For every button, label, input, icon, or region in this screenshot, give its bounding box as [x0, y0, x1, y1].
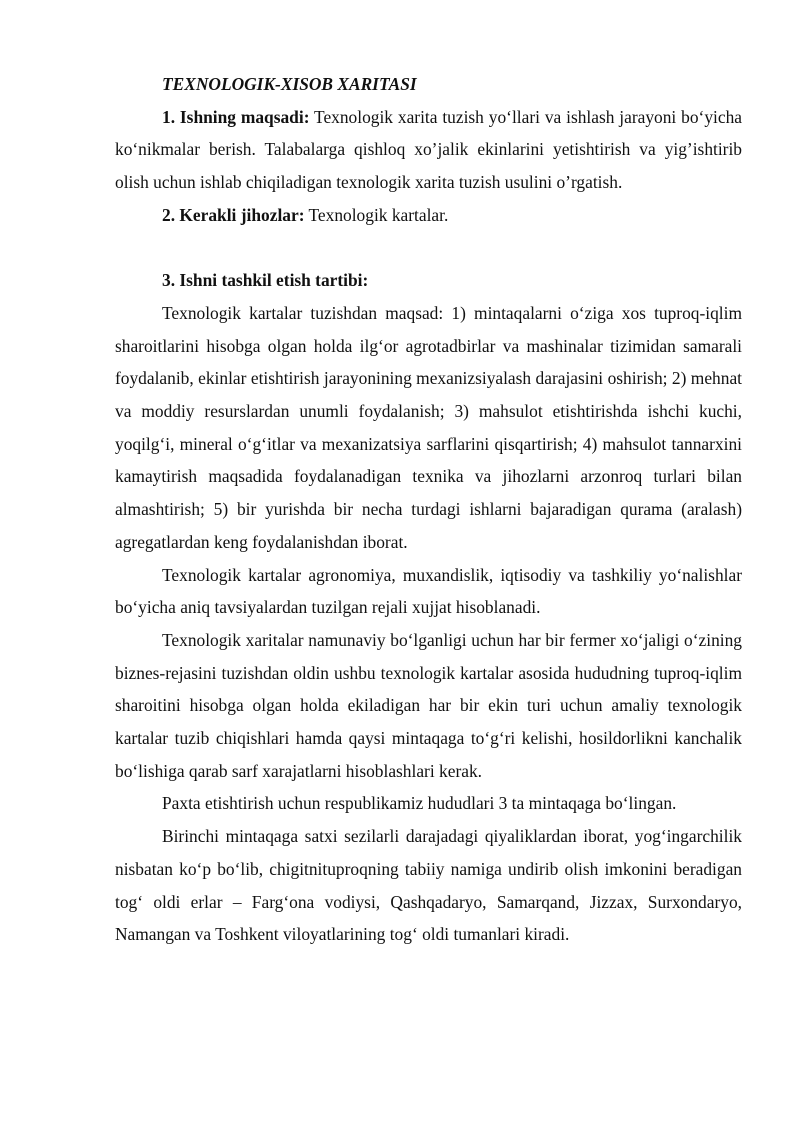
- paragraph: Birinchi mintaqaga satxi sezilarli darajadagi qiyaliklardan iborat, yog‘ingarchilik nisbatan ko‘p bo‘lib, chigitnituproqning tabiiy namiga undirib olish imkonini beradigan tog‘ oldi erlar – Farg‘ona vodiysi, Qashqadaryo, Samarqand, Jizzax, Surxondaryo, Namangan va Toshkent viloyatlarining tog‘ oldi tumanlari kiradi.: [115, 826, 742, 945]
- paragraph: Paxta etishtirish uchun respublikamiz hududlari 3 ta mintaqaga bo‘lingan.: [162, 793, 677, 814]
- section-2: [115, 199, 742, 232]
- section-2-heading: 2. Kerakli jihozlar:: [162, 204, 305, 225]
- blank-line: [115, 232, 742, 265]
- document-title: TEXNOLOGIK-XISOB XARITASI: [162, 74, 417, 94]
- section-2-text: Texnologik kartalar.: [304, 204, 449, 225]
- section-1-text: Texnologik xarita tuzish yo‘llari va ishlash jarayoni bo‘yicha ko‘nikmalar berish. Talabalarga qishloq xo’jalik ekinlarini yetishtirish va yig’ishtirib olish uchun ishlab chiqiladigan texnologik xarita tuzish usulini o’rgatish.: [115, 106, 742, 193]
- document-page: [115, 68, 742, 951]
- section-3-heading: 3. Ishni tashkil etish tartibi:: [162, 270, 369, 291]
- paragraph: Texnologik kartalar agronomiya, muxandislik, iqtisodiy va tashkiliy yo‘nalishlar bo‘yicha aniq tavsiyalardan tuzilgan rejali xujjat hisoblanadi.: [115, 564, 742, 618]
- section-1-heading: 1. Ishning maqsadi:: [162, 106, 310, 127]
- paragraph: Texnologik xaritalar namunaviy bo‘lganligi uchun har bir fermer xo‘jaligi o‘zining biznes-rejasini tuzishdan oldin ushbu texnologik kartalar asosida hududning tuproq-iqlim sharoitini hisobga olgan holda ekiladigan har bir ekin turi uchun amaliy texnologik kartalar tuzib chiqishlari hamda qaysi mintaqaga to‘g‘ri kelishi, hosildorlikni kanchalik bo‘lishiga qarab sarf xarajatlarni hisoblashlari kerak.: [115, 629, 742, 781]
- paragraph: Texnologik kartalar tuzishdan maqsad: 1) mintaqalarni o‘ziga xos tuproq-iqlim sharoitlarini hisobga olgan holda ilg‘or agrotadbirlar va mashinalar tizimidan samarali foydalanib, ekinlar etishtirish jarayonining mexanizsiyalash darajasini oshirish; 2) mehnat va moddiy resurslardan unumli foydalanish; 3) mahsulot etishtirishda ishchi kuchi, yoqilg‘i, mineral o‘g‘itlar va mexanizatsiya sarflarini qisqartirish; 4) mahsulot tannarxini kamaytirish maqsadida foydalanadigan texnika va jihozlarni arzonroq turlari bilan almashtirish; 5) bir yurishda bir necha turdagi ishlarni bajaradigan qurama (aralash) agregatlardan keng foydalanishdan iborat.: [115, 302, 742, 552]
- section-1: [115, 101, 742, 199]
